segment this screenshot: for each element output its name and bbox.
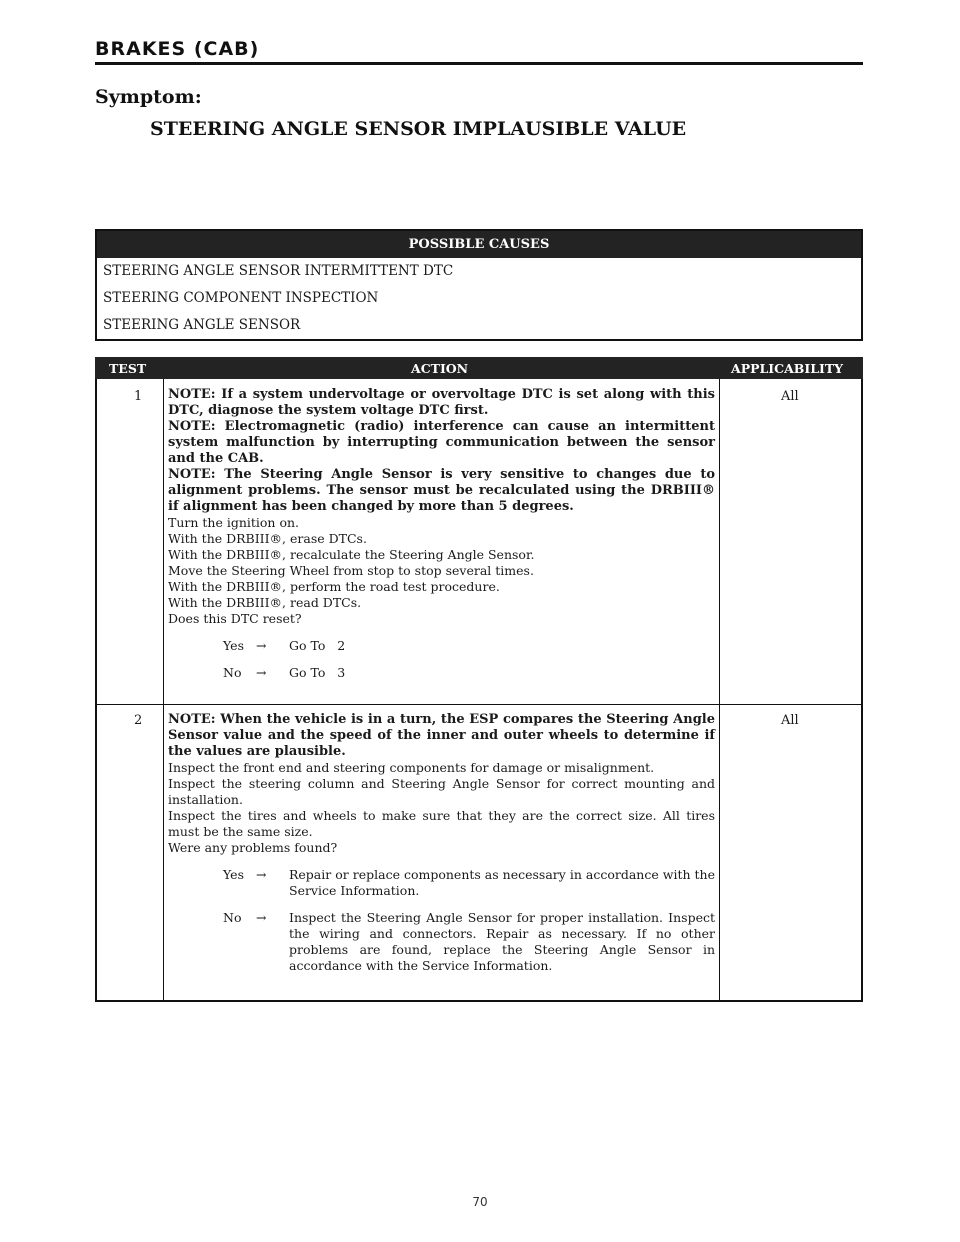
branch-yes bbox=[168, 867, 715, 899]
symptom-title: STEERING ANGLE SENSOR IMPLAUSIBLE VALUE bbox=[150, 118, 687, 140]
possible-causes-heading: POSSIBLE CAUSES bbox=[97, 231, 861, 258]
step-text: Inspect the front end and steering components for damage or misalignment. bbox=[168, 760, 655, 775]
branch-no bbox=[168, 910, 715, 974]
branch-result: Go To 2 bbox=[289, 638, 346, 653]
arrow-icon: → bbox=[256, 665, 267, 680]
branch-label: Yes bbox=[223, 867, 244, 882]
arrow-icon: → bbox=[256, 638, 267, 653]
column-divider bbox=[719, 379, 720, 1000]
section-rule bbox=[95, 62, 863, 65]
branch-yes bbox=[168, 638, 715, 654]
cause-item: STEERING COMPONENT INSPECTION bbox=[103, 290, 379, 306]
arrow-icon: → bbox=[256, 910, 267, 925]
symptom-label: Symptom: bbox=[95, 86, 202, 108]
branch-label: Yes bbox=[223, 638, 244, 653]
step-text: Inspect the tires and wheels to make sure that they are the correct size. All tires must be the same size. bbox=[168, 808, 715, 839]
step-text: Turn the ignition on. bbox=[168, 515, 299, 530]
note-text: NOTE: If a system undervoltage or overvoltage DTC is set along with this DTC, diagnose the system voltage DTC first. bbox=[168, 387, 715, 418]
branch-label: No bbox=[223, 665, 242, 680]
test-table-header bbox=[95, 357, 863, 379]
note-text: NOTE: Electromagnetic (radio) interference can cause an intermittent system malfunction by interrupting communication between the sensor and the CAB. bbox=[168, 419, 715, 466]
step-text: Does this DTC reset? bbox=[168, 611, 302, 626]
applicability-value: All bbox=[781, 713, 799, 728]
row-divider bbox=[97, 704, 861, 705]
column-divider bbox=[163, 379, 164, 1000]
note-text: NOTE: When the vehicle is in a turn, the ESP compares the Steering Angle Sensor value and the speed of the inner and outer wheels to determine if the values are plausible. bbox=[168, 712, 715, 759]
test-action bbox=[168, 387, 715, 681]
cause-item: STEERING ANGLE SENSOR bbox=[103, 317, 301, 333]
branch-result: Inspect the Steering Angle Sensor for proper installation. Inspect the wiring and connectors. Repair as necessary. If no other problems are found, replace the Steering Angle Sensor in accordance with the Service Information. bbox=[289, 910, 715, 973]
step-text: Move the Steering Wheel from stop to stop several times. bbox=[168, 563, 534, 578]
arrow-icon: → bbox=[256, 867, 267, 882]
step-text: Were any problems found? bbox=[168, 840, 338, 855]
step-text: Inspect the steering column and Steering Angle Sensor for correct mounting and installation. bbox=[168, 776, 715, 807]
step-text: With the DRBIII®, recalculate the Steering Angle Sensor. bbox=[168, 547, 535, 562]
branch-result: Go To 3 bbox=[289, 665, 346, 680]
step-text: With the DRBIII®, perform the road test procedure. bbox=[168, 579, 500, 594]
cause-item: STEERING ANGLE SENSOR INTERMITTENT DTC bbox=[103, 263, 454, 279]
branch-no bbox=[168, 665, 715, 681]
header-action: ACTION bbox=[411, 361, 469, 376]
header-test: TEST bbox=[109, 361, 147, 376]
header-applicability: APPLICABILITY bbox=[731, 361, 844, 376]
test-table bbox=[95, 357, 863, 1002]
step-text: With the DRBIII®, erase DTCs. bbox=[168, 531, 367, 546]
branch-result: Repair or replace components as necessary in accordance with the Service Information. bbox=[289, 867, 715, 898]
page-number: 70 bbox=[472, 1195, 488, 1209]
test-number: 2 bbox=[134, 713, 143, 728]
test-number: 1 bbox=[134, 389, 143, 404]
test-action bbox=[168, 712, 715, 974]
applicability-value: All bbox=[781, 389, 799, 404]
section-title: BRAKES (CAB) bbox=[95, 38, 260, 60]
note-text: NOTE: The Steering Angle Sensor is very sensitive to changes due to alignment problems. The sensor must be recalculated using the DRBIII® if alignment has been changed by more than 5 degrees. bbox=[168, 467, 715, 514]
step-text: With the DRBIII®, read DTCs. bbox=[168, 595, 362, 610]
possible-causes-table bbox=[95, 229, 863, 341]
branch-label: No bbox=[223, 910, 242, 925]
